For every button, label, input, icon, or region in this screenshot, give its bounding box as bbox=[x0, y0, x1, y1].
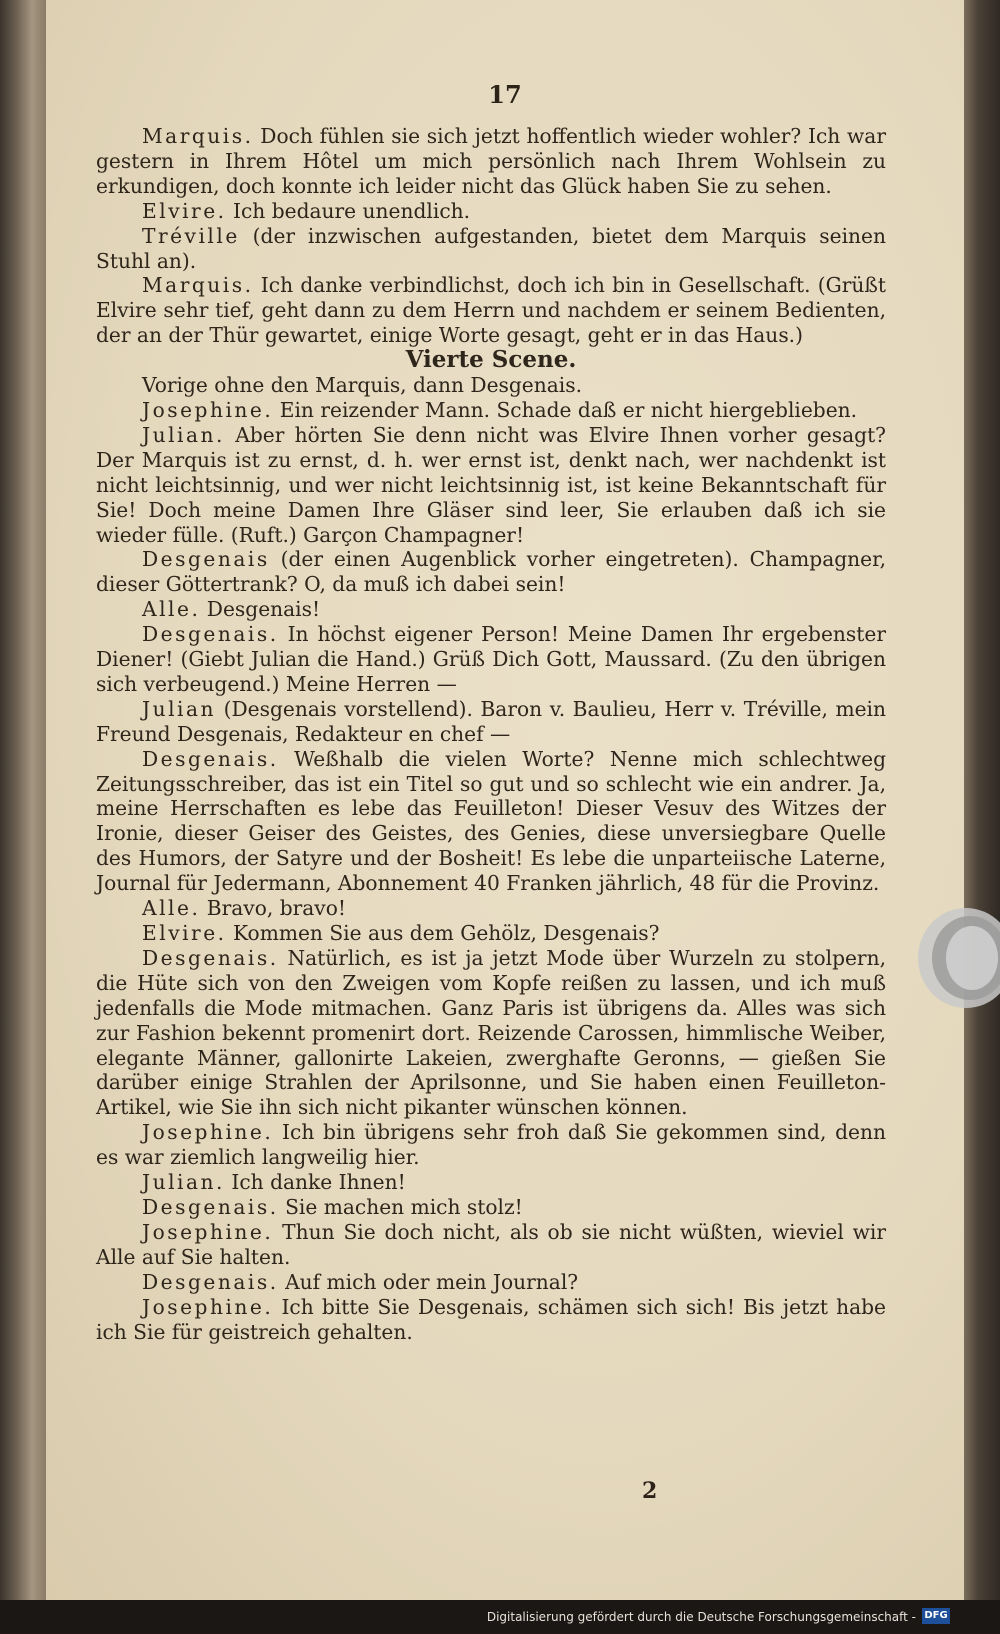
dialogue-text: Ich danke Ihnen! bbox=[231, 1170, 406, 1195]
dialogue-text: Ein reizender Mann. Schade daß er nicht hiergeblieben. bbox=[279, 397, 858, 422]
dialogue-text: Weßhalb die vielen Worte? Nenne mich schlechtweg Zeitungsschreiber, das ist ein Titel so gut und so schlecht wie ein andrer. Ja, meine Herrschaften es lebe das Feuilleton! Dieser Vesuv des Witzes der Ironie, dieser Geiser des Geistes, des Genies, diese unversiegbare Quelle des Humors, der Satyre und der Bosheit! Es lebe die unparteiische Laterne, Journal für Jedermann, Abonnement 40 Franken jährlich, 48 für die Provinz. bbox=[96, 746, 886, 896]
dialogue-paragraph bbox=[96, 547, 886, 597]
speaker-name: Marquis. bbox=[142, 124, 254, 148]
speaker-name: Desgenais. bbox=[142, 945, 279, 970]
speaker-name: Julian. bbox=[142, 422, 225, 447]
signature-mark: 2 bbox=[642, 1478, 658, 1504]
dialogue-paragraph bbox=[96, 1170, 886, 1195]
dialogue-text: (Desgenais vorstellend). Baron v. Baulieu, Herr v. Tréville, mein Freund Desgenais, Redakteur en chef — bbox=[96, 696, 886, 746]
dialogue-block-1 bbox=[96, 124, 886, 348]
dialogue-text: Ich bin übrigens sehr froh daß Sie gekommen sind, denn es war ziemlich langweilig hier. bbox=[96, 1120, 886, 1170]
speaker-name: Marquis. bbox=[142, 273, 254, 298]
dialogue-paragraph bbox=[96, 199, 886, 224]
dialogue-paragraph bbox=[96, 921, 886, 946]
footer-bar bbox=[0, 1600, 1000, 1634]
dialogue-paragraph bbox=[96, 1270, 886, 1295]
speaker-name: Josephine. bbox=[142, 1120, 274, 1145]
speaker-name: Desgenais. bbox=[142, 1269, 279, 1294]
dialogue-text: Ich bitte Sie Desgenais, schämen sich sich! Bis jetzt habe ich Sie für geistreich gehalten. bbox=[96, 1294, 886, 1344]
speaker-name: Josephine. bbox=[142, 1219, 274, 1244]
speaker-name: Alle. bbox=[142, 597, 201, 622]
book-edge-right bbox=[964, 0, 1000, 1600]
book-page bbox=[46, 0, 964, 1600]
dialogue-paragraph bbox=[96, 124, 886, 199]
speaker-name: Julian bbox=[142, 696, 217, 721]
dialogue-paragraph bbox=[96, 224, 886, 274]
speaker-name: Desgenais. bbox=[142, 746, 279, 771]
speaker-name: Josephine. bbox=[142, 397, 274, 422]
speaker-name: Elvire. bbox=[142, 198, 227, 223]
dialogue-text: (der inzwischen aufgestanden, bietet dem Marquis seinen Stuhl an). bbox=[96, 223, 886, 273]
scene-heading: Vierte Scene. bbox=[405, 346, 577, 374]
footer-credit: Digitalisierung gefördert durch die Deutsche Forschungsgemeinschaft - bbox=[486, 1610, 916, 1624]
dialogue-paragraph bbox=[96, 398, 886, 423]
dialogue-paragraph bbox=[96, 597, 886, 622]
dialogue-paragraph bbox=[96, 423, 886, 548]
book-spine-left bbox=[0, 0, 46, 1634]
dialogue-text: Vorige ohne den Marquis, dann Desgenais. bbox=[142, 373, 583, 398]
speaker-name: Desgenais. bbox=[142, 1194, 279, 1219]
dialogue-paragraph bbox=[96, 697, 886, 747]
dfg-logo: DFG bbox=[922, 1608, 950, 1624]
dialogue-paragraph bbox=[96, 373, 886, 398]
speaker-name: Elvire. bbox=[142, 921, 227, 945]
page-turn-knob-icon[interactable] bbox=[906, 908, 1000, 1008]
dialogue-text: Ich bedaure unendlich. bbox=[233, 198, 471, 223]
speaker-name: Julian. bbox=[142, 1170, 225, 1195]
dialogue-text: In höchst eigener Person! Meine Damen Ihr ergebenster Diener! (Giebt Julian die Hand.) Grüß Dich Gott, Maussard. (Zu den übrigen sich verbeugend.) Meine Herren — bbox=[96, 622, 886, 696]
speaker-name: Josephine. bbox=[142, 1294, 274, 1319]
dialogue-text: Bravo, bravo! bbox=[206, 896, 346, 921]
speaker-name: Tréville bbox=[142, 223, 240, 248]
dialogue-paragraph bbox=[96, 1195, 886, 1220]
dialogue-text: Auf mich oder mein Journal? bbox=[285, 1269, 579, 1294]
dialogue-text: Sie machen mich stolz! bbox=[285, 1194, 523, 1219]
speaker-name: Alle. bbox=[142, 896, 201, 921]
dialogue-paragraph bbox=[96, 946, 886, 1120]
dialogue-paragraph bbox=[96, 1120, 886, 1170]
dialogue-text: Ich danke verbindlichst, doch ich bin in Gesellschaft. (Grüßt Elvire sehr tief, geht dann zu dem Herrn und nachdem er seinem Bedienten, der an der Thür gewartet, einige Worte gesagt, geht er in das Haus.) bbox=[96, 273, 886, 348]
dialogue-text: (der einen Augenblick vorher eingetreten). Champagner, dieser Göttertrank? O, da muß ich dabei sein! bbox=[96, 547, 886, 597]
speaker-name: Desgenais. bbox=[142, 622, 279, 647]
dialogue-text: Kommen Sie aus dem Gehölz, Desgenais? bbox=[233, 921, 660, 945]
page-text bbox=[96, 124, 886, 1344]
dialogue-paragraph bbox=[96, 1220, 886, 1270]
page-number: 17 bbox=[488, 80, 522, 109]
dialogue-block-2 bbox=[96, 373, 886, 1344]
dialogue-paragraph bbox=[96, 1295, 886, 1345]
dialogue-paragraph bbox=[96, 747, 886, 896]
dialogue-paragraph bbox=[96, 622, 886, 697]
dialogue-text: Thun Sie doch nicht, als ob sie nicht wüßten, wieviel wir Alle auf Sie halten. bbox=[96, 1219, 887, 1269]
dialogue-text: Aber hörten Sie denn nicht was Elvire Ihnen vorher gesagt? Der Marquis ist zu ernst, d. h. wer ernst ist, denkt nach, wer nachdenkt ist nicht leichtsinnig, und wer nicht leichtsinnig ist, ist keine Bekanntschaft für Sie! Doch meine Damen Ihre Gläser sind leer, Sie erlauben daß ich sie wieder fülle. (Ruft.) Garçon Champagner! bbox=[96, 422, 886, 547]
dialogue-text: Desgenais! bbox=[206, 597, 321, 622]
dialogue-text: Doch fühlen sie sich jetzt hoffentlich wieder wohler? Ich war gestern in Ihrem Hôtel um mich persönlich nach Ihrem Wohlsein zu erkundigen, doch konnte ich leider nicht das Glück haben Sie zu sehen. bbox=[96, 124, 886, 198]
speaker-name: Desgenais bbox=[142, 547, 270, 572]
dialogue-paragraph bbox=[96, 273, 886, 348]
dialogue-paragraph bbox=[96, 896, 886, 921]
dialogue-text: Natürlich, es ist ja jetzt Mode über Wurzeln zu stolpern, die Hüte sich von den Zweigen vom Kopfe reißen zu lassen, und ich muß jedenfalls die Mode mitmachen. Ganz Paris ist übrigens da. Alles was sich zur Fashion bekennt promenirt dort. Reizende Carossen, himmlische Weiber, elegante Männer, gallonirte Lakeien, zwerghafte Geronns, — gießen Sie darüber einige Strahlen der Aprilsonne, und Sie haben einen Feuilleton-Artikel, wie Sie ihn sich nicht pikanter wünschen können. bbox=[96, 945, 887, 1120]
